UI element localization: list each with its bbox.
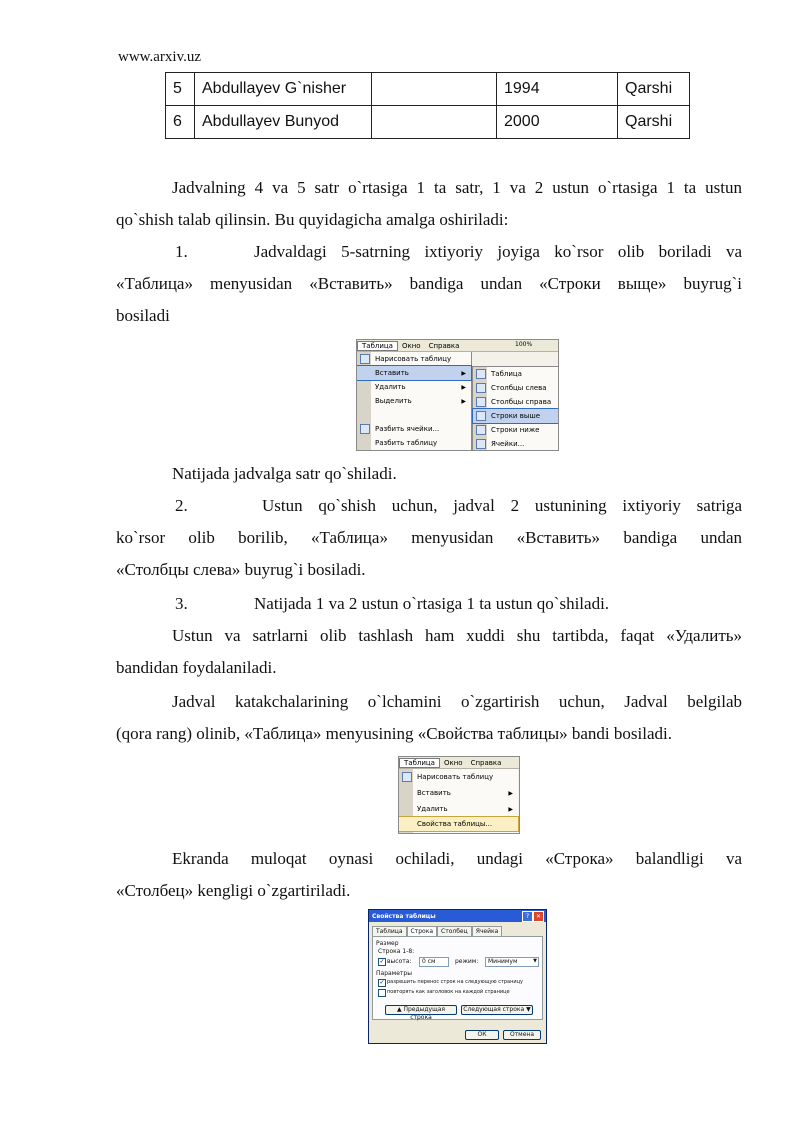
- next-row-button[interactable]: Следующая строка ▼: [461, 1005, 533, 1015]
- paragraph-line: (qora rang) olinib, «Таблица» menyusining «Свойства таблицы» bandi bosiladi.: [116, 724, 672, 743]
- option1-checkbox[interactable]: ✓: [379, 979, 385, 986]
- paragraph-line: «Столбец» kengligi o`zgartiriladi.: [116, 881, 351, 900]
- list-number: 1.: [175, 242, 188, 261]
- group-options-label: Параметры: [376, 970, 412, 977]
- menu-help[interactable]: Справка: [428, 341, 460, 350]
- insert-submenu: [472, 366, 559, 451]
- menu-table[interactable]: Таблица: [399, 758, 440, 768]
- mode-select[interactable]: [485, 957, 539, 967]
- paragraph-line: Ekranda muloqat oynasi ochiladi, undagi «Строка» balandligi va: [172, 849, 742, 868]
- paragraph-line: qo`shish talab qilinsin. Bu quyidagicha amalga oshiriladi:: [116, 210, 509, 229]
- table-cell: Abdullayev G`nisher: [195, 73, 372, 106]
- mode-value: Минимум: [488, 958, 518, 965]
- cancel-button[interactable]: Отмена: [503, 1030, 541, 1040]
- site-url: www.arxiv.uz: [118, 49, 202, 65]
- columns-right-icon: [476, 397, 486, 407]
- menu-item-draw-table[interactable]: Нарисовать таблицу: [357, 352, 471, 366]
- table-cell: Abdullayev Bunyod: [195, 106, 372, 139]
- pencil-icon: [402, 772, 412, 782]
- submenu-arrow-icon: ▶: [461, 369, 466, 377]
- menu-item-split-table[interactable]: Разбить таблицу: [375, 439, 438, 447]
- tab-row[interactable]: Строка: [407, 926, 437, 936]
- menu-help[interactable]: Справка: [470, 758, 502, 767]
- table-cell: [372, 73, 497, 106]
- height-label: высота:: [387, 958, 412, 965]
- menu-item-insert[interactable]: Вставить ▶: [417, 789, 513, 797]
- paragraph-line: Natijada 1 va 2 ustun o`rtasiga 1 ta ustun qo`shiladi.: [254, 594, 610, 613]
- tab-table[interactable]: Таблица: [372, 926, 407, 936]
- table-icon: [476, 369, 486, 379]
- submenu-item-cols-right[interactable]: Столбцы справа: [473, 395, 558, 409]
- paragraph-line: Jadval katakchalarining o`lchamini o`zgartirish uchun, Jadval belgilab: [172, 692, 742, 711]
- paragraph-line: «Столбцы слева» buyrug`i bosiladi.: [116, 560, 366, 579]
- rows-above-icon: [476, 411, 486, 421]
- tab-column[interactable]: Столбец: [437, 926, 472, 936]
- menu-item-select[interactable]: Выделить ▶: [375, 397, 466, 405]
- menu-item-delete[interactable]: Удалить ▶: [375, 383, 466, 391]
- menu-window[interactable]: Окно: [443, 758, 463, 767]
- dialog-panel: [372, 936, 543, 1020]
- prev-row-button[interactable]: ▲ Предыдущая строка: [385, 1005, 457, 1015]
- paragraph-line: ko`rsor olib borilib, «Таблица» menyusidan «Вставить» bandiga undan: [116, 528, 742, 547]
- menu-item-table-properties[interactable]: Свойства таблицы...: [399, 817, 518, 831]
- submenu-item-cells[interactable]: Ячейки...: [473, 437, 558, 451]
- rows-below-icon: [476, 425, 486, 435]
- submenu-item-rows-above[interactable]: Строки выше: [473, 409, 558, 423]
- table-row: [166, 106, 690, 139]
- table-cell: 5: [166, 73, 195, 106]
- submenu-arrow-icon: ▶: [508, 805, 513, 813]
- menu-table[interactable]: Таблица: [357, 341, 398, 351]
- menu-item-insert[interactable]: Вставить ▶: [357, 366, 471, 380]
- option1-label: разрешить перенос строк на следующую страницу: [387, 979, 524, 985]
- help-icon[interactable]: ?: [522, 911, 533, 922]
- zoom-value: 100%: [515, 341, 533, 348]
- table-menu: [399, 769, 518, 833]
- table-cell: Qarshi: [618, 73, 690, 106]
- dialog-titlebar: [369, 910, 546, 922]
- ok-button[interactable]: ОК: [465, 1030, 499, 1040]
- toolbar: [475, 341, 557, 351]
- close-icon[interactable]: ✕: [533, 911, 544, 922]
- columns-left-icon: [476, 383, 486, 393]
- mode-label: режим:: [455, 958, 479, 965]
- table-row: [166, 73, 690, 106]
- data-table: [165, 72, 690, 139]
- group-size-label: Размер: [376, 940, 399, 947]
- table-properties-dialog: [368, 909, 547, 1044]
- menu-screenshot-properties: [398, 756, 520, 834]
- table-cell: [372, 106, 497, 139]
- menu-item-disabled: [357, 408, 471, 422]
- table-cell: 2000: [497, 106, 618, 139]
- submenu-arrow-icon: ▶: [508, 789, 513, 797]
- menu-item-draw-table[interactable]: Нарисовать таблицу: [399, 769, 518, 785]
- dialog-title: Свойства таблицы: [372, 912, 436, 920]
- chevron-down-icon: ▼: [533, 958, 537, 964]
- table-cell: 1994: [497, 73, 618, 106]
- menu-screenshot-insert: [356, 339, 559, 451]
- submenu-item-table[interactable]: Таблица: [473, 367, 558, 381]
- dialog-tabs: [372, 926, 543, 936]
- height-checkbox[interactable]: ✓: [379, 958, 385, 965]
- paragraph-line: Ustun qo`shish uchun, jadval 2 ustunining ixtiyoriy satriga: [262, 496, 742, 515]
- menu-bar: [399, 757, 519, 769]
- pencil-icon: [360, 354, 370, 364]
- row-range-label: Строка 1-8:: [378, 948, 415, 955]
- table-menu: [357, 352, 472, 450]
- table-cell: Qarshi: [618, 106, 690, 139]
- option2-checkbox[interactable]: [378, 989, 386, 997]
- submenu-item-cols-left[interactable]: Столбцы слева: [473, 381, 558, 395]
- paragraph-line: bosiladi: [116, 306, 170, 325]
- paragraph-line: Natijada jadvalga satr qo`shiladi.: [172, 464, 397, 483]
- option2-label: повторять как заголовок на каждой странице: [387, 989, 510, 995]
- cells-icon: [476, 439, 486, 449]
- height-input[interactable]: 0 см: [419, 957, 449, 967]
- paragraph-line: Jadvalning 4 va 5 satr o`rtasiga 1 ta satr, 1 va 2 ustun o`rtasiga 1 ta ustun: [172, 178, 742, 197]
- menu-item-delete[interactable]: Удалить ▶: [417, 805, 513, 813]
- menu-window[interactable]: Окно: [401, 341, 421, 350]
- list-number: 3.: [175, 594, 188, 613]
- submenu-arrow-icon: ▶: [461, 397, 466, 405]
- paragraph-line: Jadvaldagi 5-satrning ixtiyoriy joyiga ko`rsor olib boriladi va: [254, 242, 742, 261]
- split-cells-icon: [360, 424, 370, 434]
- submenu-item-rows-below[interactable]: Строки ниже: [473, 423, 558, 437]
- paragraph-line: «Таблица» menyusidan «Вставить» bandiga undan «Строки выще» buyrug`i: [116, 274, 742, 293]
- submenu-arrow-icon: ▶: [461, 383, 466, 391]
- menu-item-split-cells[interactable]: Разбить ячейки...: [357, 422, 471, 436]
- tab-cell[interactable]: Ячейка: [472, 926, 503, 936]
- paragraph-line: bandidan foydalaniladi.: [116, 658, 277, 677]
- paragraph-line: Ustun va satrlarni olib tashlash ham xuddi shu tartibda, faqat «Удалить»: [172, 626, 742, 645]
- table-cell: 6: [166, 106, 195, 139]
- list-number: 2.: [175, 496, 188, 515]
